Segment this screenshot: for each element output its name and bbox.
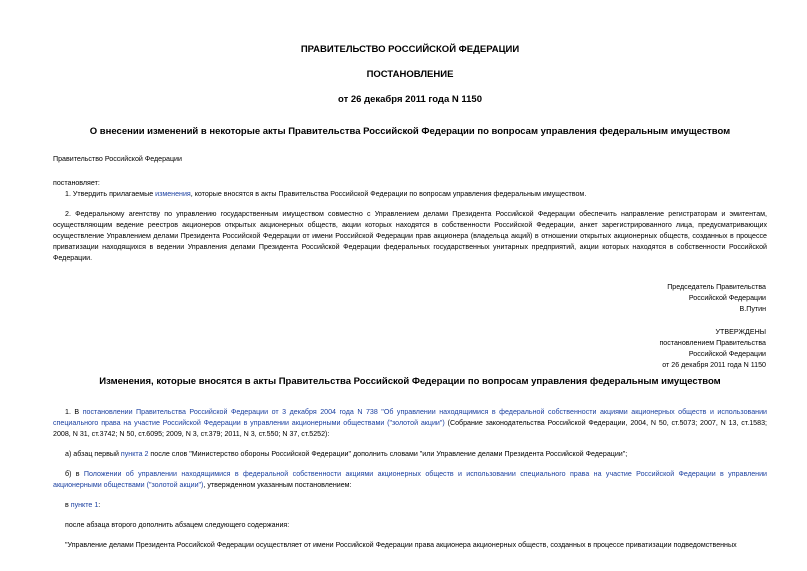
item-1-pre: 1. Утвердить прилагаемые xyxy=(65,190,156,198)
approval-line-2: постановлением Правительства xyxy=(659,339,766,347)
changes-item-b xyxy=(53,469,767,491)
signature-org: Российской Федерации xyxy=(688,294,766,302)
signature-position: Председатель Правительства xyxy=(667,283,766,291)
approval-line-4: от 26 декабря 2011 года N 1150 xyxy=(662,361,766,369)
changes-item-1-post: (Собрание законодательства Российской Федерации, 2004, N 50, ст.5073; 2007, N 13, ст.1583; 2008, N 31, ст.3742; N 50, ст.6095; 2009, N 3, ст.379; 2011, N 3, ст.550; N 37, ст.5252): xyxy=(53,419,767,438)
changes-item-v xyxy=(53,500,767,511)
point-1-link[interactable]: пункте 1 xyxy=(70,501,99,509)
item-1-post: , которые вносятся в акты Правительства Российской Федерации по вопросам управления федеральным имуществом. xyxy=(190,190,587,198)
changes-title: Изменения, которые вносятся в акты Правительства Российской Федерации по вопросам управления федеральным имуществом xyxy=(99,376,721,387)
point-2-link[interactable]: пункта 2 xyxy=(120,450,149,458)
changes-item-a-post: после слов "Министерство обороны Российской Федерации" дополнить словами "или Управление делами Президента Российской Федерации"; xyxy=(148,450,628,458)
item-2: 2. Федеральному агентству по управлению государственным имуществом совместно с Управлением делами Президента Российской Федерации обеспечить направление регистраторам и эмитентам, осуществляющим ведение реестров акционеров открытых акционерных обществ, акции которых находятся в собственности Российской Федерации, анкет зарегистрированного лица, предусматривающих осуществление Управлением делами Президента Российской Федерации от имени Российской Федерации прав акционера (владельца акций) в отношении открытых акционерных обществ, созданных в процессе приватизации находящихся в ведении Управления делами Президента Российской Федерации федеральных государственных унитарных предприятий, акции которых находятся в собственности Российской Федерации. xyxy=(53,210,767,262)
changes-item-v-post: : xyxy=(98,501,101,509)
doc-type-heading: ПОСТАНОВЛЕНИЕ xyxy=(366,69,454,80)
changes-link[interactable]: изменения xyxy=(155,190,191,198)
issuer-text: Правительство Российской Федерации xyxy=(53,155,182,163)
changes-item-b-pre: б) в xyxy=(65,470,84,478)
signature-name: В.Путин xyxy=(739,305,766,313)
changes-item-1 xyxy=(53,407,767,440)
changes-item-a xyxy=(53,449,767,460)
decree-738-link[interactable]: постановлении Правительства Российской Федерации от 3 декабря 2004 года N 738 "Об управлении находящимися в федеральной собственности акциями акционерных обществ и использовании специального права на участие Российской Федерации в управлении акционерными обществами ("золотой акции") xyxy=(53,408,768,427)
approval-line-1: УТВЕРЖДЕНЫ xyxy=(715,328,766,336)
approval-line-3: Российской Федерации xyxy=(688,350,766,358)
changes-item-v-pre: в xyxy=(65,501,71,509)
regulation-link[interactable]: Положении об управлении находящимися в федеральной собственности акциями акционерных обществ и использовании специального права на участие Российской Федерации в управлении акционерными обществами ("золотой акции") xyxy=(53,470,767,489)
changes-item-1-pre: 1. В xyxy=(65,408,83,416)
changes-item-b-post: , утвержденном указанным постановлением: xyxy=(203,481,352,489)
changes-quote: "Управление делами Президента Российской Федерации осуществляет от имени Российской Федерации права акционера акционерных обществ, созданных в процессе приватизации подведомственных xyxy=(65,541,737,549)
item-1 xyxy=(53,189,767,200)
document-title: О внесении изменений в некоторые акты Правительства Российской Федерации по вопросам управления федеральным имуществом xyxy=(89,126,731,137)
date-number-heading: от 26 декабря 2011 года N 1150 xyxy=(338,94,482,105)
approval-block xyxy=(53,327,767,371)
changes-after-paragraph: после абзаца второго дополнить абзацем следующего содержания: xyxy=(65,521,290,529)
signature-block xyxy=(53,282,767,315)
government-heading: ПРАВИТЕЛЬСТВО РОССИЙСКОЙ ФЕДЕРАЦИИ xyxy=(300,44,520,55)
changes-item-a-pre: а) абзац первый xyxy=(65,450,121,458)
decree-word: постановляет: xyxy=(53,179,100,187)
